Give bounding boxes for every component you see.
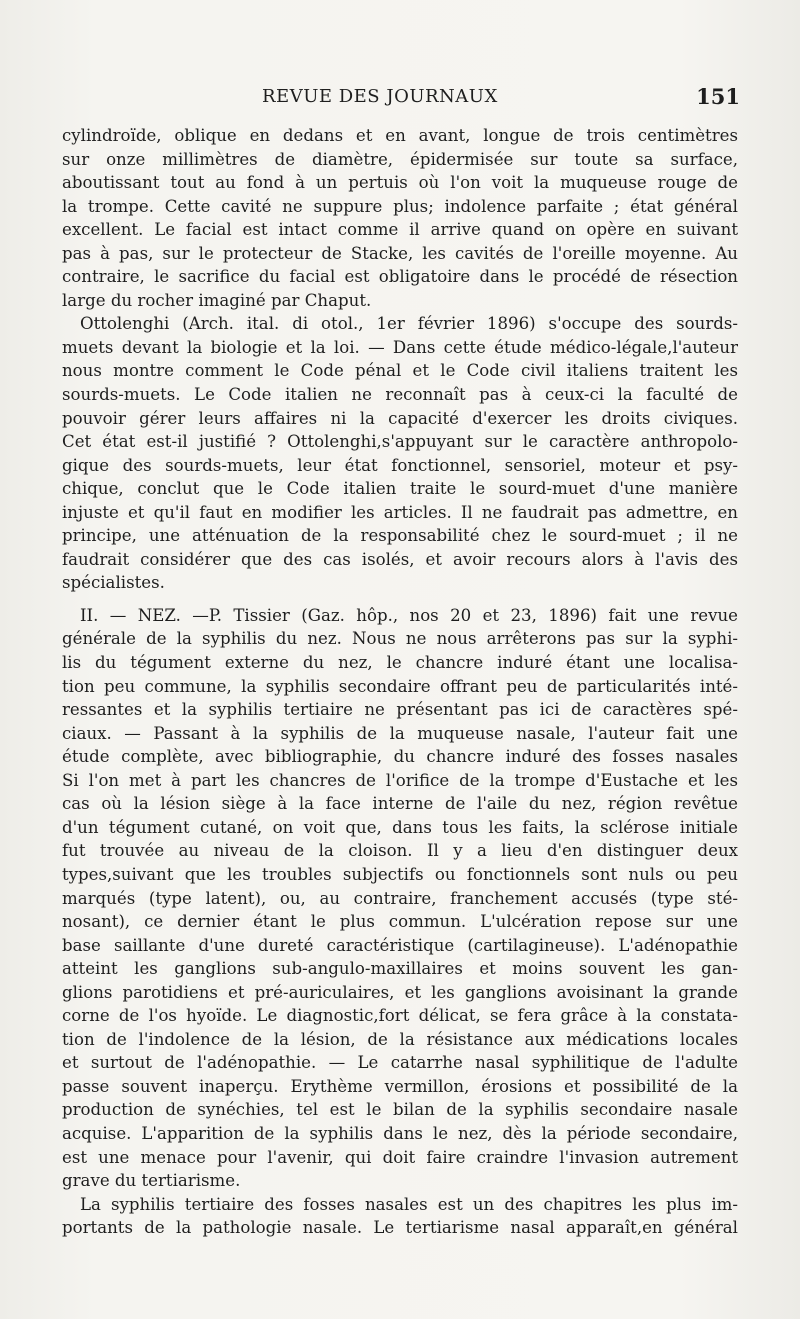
- text-line: types,suivant que les troubles subjectifs ou fonctionnels sont nuls ou peu: [62, 864, 738, 884]
- text-line: glions parotidiens et pré-auriculaires, et les ganglions avoisinant la grande: [62, 982, 738, 1002]
- text-line: étude complète, avec bibliographie, du chancre induré des fosses nasales: [62, 747, 738, 767]
- text-line: et surtout de l'adénopathie. — Le catarrhe nasal syphilitique de l'adulte: [62, 1053, 738, 1073]
- text-line: chique, conclut que le Code italien traite le sourd-muet d'une manière: [62, 479, 738, 499]
- text-line: sourds-muets. Le Code italien ne reconnaît pas à ceux-ci la faculté de: [62, 385, 738, 405]
- section-heading-nez: II. — NEZ. —P. Tissier (Gaz. hôp., nos 20 et 23, 1896) fait une revue: [80, 605, 738, 625]
- text-line: la trompe. Cette cavité ne suppure plus; indolence parfaite ; état général: [62, 196, 738, 216]
- text-line: est une menace pour l'avenir, qui doit faire craindre l'invasion autrement: [62, 1147, 738, 1167]
- text-line: cas où la lésion siège à la face interne de l'aile du nez, région revêtue: [62, 794, 738, 814]
- text-line: sur onze millimètres de diamètre, épidermisée sur toute sa surface,: [62, 149, 738, 169]
- text-line: acquise. L'apparition de la syphilis dans le nez, dès la période secondaire,: [62, 1123, 738, 1143]
- text-line: Cet état est-il justifié ? Ottolenghi,s'appuyant sur le caractère anthropolo-: [62, 432, 738, 452]
- text-line: production de synéchies, tel est le bilan de la syphilis secondaire nasale: [62, 1100, 738, 1120]
- text-line: base saillante d'une dureté caractéristique (cartilagineuse). L'adénopathie: [62, 935, 738, 955]
- text-line: lis du tégument externe du nez, le chancre induré étant une localisa-: [62, 653, 738, 673]
- text-line: d'un tégument cutané, on voit que, dans tous les faits, la sclérose initiale: [62, 817, 738, 837]
- text-line: gique des sourds-muets, leur état fonctionnel, sensoriel, moteur et psy-: [62, 455, 738, 475]
- text-line: nosant), ce dernier étant le plus commun. L'ulcération repose sur une: [62, 912, 738, 932]
- text-line: injuste et qu'il faut en modifier les articles. Il ne faudrait pas admettre, en: [62, 502, 738, 522]
- page-header: [0, 86, 800, 116]
- text-line: muets devant la biologie et la loi. — Dans cette étude médico-légale,l'auteur: [62, 337, 738, 357]
- text-line: grave du tertiarisme.: [62, 1171, 241, 1191]
- text-line: cylindroïde, oblique en dedans et en avant, longue de trois centimètres: [62, 126, 738, 145]
- text-line: marqués (type latent), ou, au contraire, franchement accusés (type sté-: [62, 888, 738, 908]
- text-line: aboutissant tout au fond à un pertuis où l'on voit la muqueuse rouge de: [62, 173, 738, 193]
- paragraph-start-ottolenghi: Ottolenghi (Arch. ital. di otol., 1er février 1896) s'occupe des sourds-: [80, 314, 738, 334]
- text-line: portants de la pathologie nasale. Le tertiarisme nasal apparaît,en général: [62, 1218, 738, 1238]
- text-line: fut trouvée au niveau de la cloison. Il y a lieu d'en distinguer deux: [62, 841, 738, 861]
- text-line: passe souvent inaperçu. Erythème vermillon, érosions et possibilité de la: [62, 1076, 738, 1096]
- text-line: tion de l'indolence de la lésion, de la résistance aux médications locales: [62, 1029, 738, 1049]
- text-line: faudrait considérer que des cas isolés, et avoir recours alors à l'avis des: [62, 549, 738, 569]
- page-number: 151: [696, 84, 740, 109]
- text-line: large du rocher imaginé par Chaput.: [62, 290, 372, 310]
- text-line: nous montre comment le Code pénal et le Code civil italiens traitent les: [62, 361, 738, 381]
- text-line: ciaux. — Passant à la syphilis de la muqueuse nasale, l'auteur fait une: [62, 723, 738, 743]
- running-head: REVUE DES JOURNAUX: [262, 86, 498, 107]
- text-line: ressantes et la syphilis tertiaire ne présentant pas ici de caractères spé-: [62, 700, 738, 720]
- paragraph-start-tertiaire: La syphilis tertiaire des fosses nasales est un des chapitres les plus im-: [80, 1194, 738, 1214]
- text-line: contraire, le sacrifice du facial est obligatoire dans le procédé de résection: [62, 267, 738, 287]
- text-line: spécialistes.: [62, 573, 165, 593]
- text-line: excellent. Le facial est intact comme il arrive quand on opère en suivant: [62, 220, 738, 240]
- section-gap: [62, 595, 738, 604]
- text-line: atteint les ganglions sub-angulo-maxillaires et moins souvent les gan-: [62, 959, 738, 979]
- text-line: pas à pas, sur le protecteur de Stacke, les cavités de l'oreille moyenne. Au: [62, 243, 738, 263]
- text-line: générale de la syphilis du nez. Nous ne nous arrêterons pas sur la syphi-: [62, 629, 738, 649]
- text-line: pouvoir gérer leurs affaires ni la capacité d'exercer les droits civiques.: [62, 408, 738, 428]
- text-line: principe, une atténuation de la responsabilité chez le sourd-muet ; il ne: [62, 526, 738, 546]
- text-line: corne de l'os hyoïde. Le diagnostic,fort délicat, se fera grâce à la constata-: [62, 1006, 738, 1026]
- text-line: tion peu commune, la syphilis secondaire offrant peu de particularités inté-: [62, 676, 738, 696]
- text-line: Si l'on met à part les chancres de l'orifice de la trompe d'Eustache et les: [62, 770, 738, 790]
- article-body: [62, 124, 738, 1240]
